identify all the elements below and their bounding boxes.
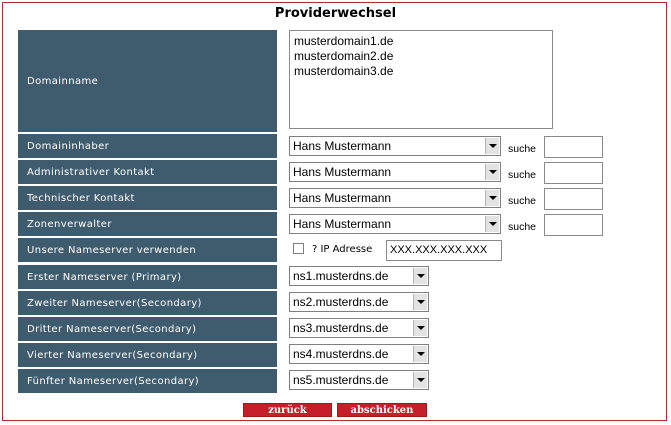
admin-contact-label (18, 160, 277, 184)
domaininhaber-label-text: Domaininhaber (27, 140, 110, 152)
ns5-label (18, 369, 277, 393)
ns3-label (18, 317, 277, 341)
page-title: Providerwechsel (274, 6, 397, 21)
chevron-down-icon[interactable] (485, 216, 499, 232)
ns4-select[interactable] (289, 344, 429, 364)
ip-address-input[interactable]: XXX.XXX.XXX.XXX (386, 240, 502, 261)
own-nameserver-checkbox[interactable] (293, 243, 304, 254)
admin-contact-label-text: Administrativer Kontakt (27, 166, 155, 178)
domainname-label (18, 30, 277, 132)
zone-admin-search-input[interactable] (544, 214, 603, 236)
chevron-down-icon[interactable] (485, 164, 499, 180)
domain-line: musterdomain3.de (294, 64, 394, 78)
domaininhaber-label (18, 134, 277, 158)
ns5-label-text: Fünfter Nameserver(Secondary) (27, 375, 200, 387)
ns3-value: ns3.musterdns.de (293, 321, 389, 335)
ip-address-label: ? IP Adresse (312, 244, 373, 255)
domainname-label-text: Domainname (27, 75, 99, 87)
zone-admin-label (18, 212, 277, 236)
ns5-value: ns5.musterdns.de (293, 373, 389, 387)
domain-line: musterdomain1.de (294, 34, 394, 48)
ns3-select[interactable] (289, 318, 429, 338)
chevron-down-icon[interactable] (413, 268, 427, 284)
tech-contact-search-input[interactable] (544, 188, 603, 210)
ns1-select[interactable] (289, 266, 429, 286)
admin-contact-search-input[interactable] (544, 162, 603, 184)
chevron-down-icon[interactable] (413, 372, 427, 388)
ns2-select[interactable] (289, 292, 429, 312)
domain-line: musterdomain2.de (294, 49, 394, 63)
chevron-down-icon[interactable] (485, 138, 499, 154)
zone-admin-label-text: Zonenverwalter (27, 218, 112, 230)
submit-button[interactable]: abschicken (337, 403, 427, 417)
ns3-label-text: Dritter Nameserver(Secondary) (27, 323, 197, 335)
admin-contact-value: Hans Mustermann (293, 165, 392, 179)
tech-contact-label-text: Technischer Kontakt (27, 192, 135, 204)
tech-contact-select[interactable] (289, 188, 501, 208)
zone-admin-select[interactable] (289, 214, 501, 234)
domaininhaber-search-input[interactable] (544, 136, 603, 158)
ns2-label-text: Zweiter Nameserver(Secondary) (27, 297, 202, 309)
domaininhaber-select[interactable] (289, 136, 501, 156)
back-button[interactable]: zurück (243, 403, 332, 417)
own-nameserver-label (18, 238, 277, 262)
ns4-label (18, 343, 277, 367)
ns1-label-text: Erster Nameserver (Primary) (27, 271, 182, 283)
tech-contact-search-label: suche (508, 195, 537, 207)
own-nameserver-label-text: Unsere Nameserver verwenden (27, 244, 197, 256)
domaininhaber-value: Hans Mustermann (293, 139, 392, 153)
domainname-textarea[interactable] (289, 30, 553, 129)
chevron-down-icon[interactable] (413, 294, 427, 310)
zone-admin-value: Hans Mustermann (293, 217, 392, 231)
chevron-down-icon[interactable] (485, 190, 499, 206)
zone-admin-search-label: suche (508, 221, 537, 233)
chevron-down-icon[interactable] (413, 320, 427, 336)
tech-contact-label (18, 186, 277, 210)
admin-contact-search-label: suche (508, 169, 537, 181)
ns5-select[interactable] (289, 370, 429, 390)
tech-contact-value: Hans Mustermann (293, 191, 392, 205)
ns1-label (18, 265, 277, 289)
chevron-down-icon[interactable] (413, 346, 427, 362)
admin-contact-select[interactable] (289, 162, 501, 182)
ns4-value: ns4.musterdns.de (293, 347, 389, 361)
domaininhaber-search-label: suche (508, 143, 537, 155)
ns2-label (18, 291, 277, 315)
ns4-label-text: Vierter Nameserver(Secondary) (27, 349, 198, 361)
ns2-value: ns2.musterdns.de (293, 295, 389, 309)
ns1-value: ns1.musterdns.de (293, 269, 389, 283)
